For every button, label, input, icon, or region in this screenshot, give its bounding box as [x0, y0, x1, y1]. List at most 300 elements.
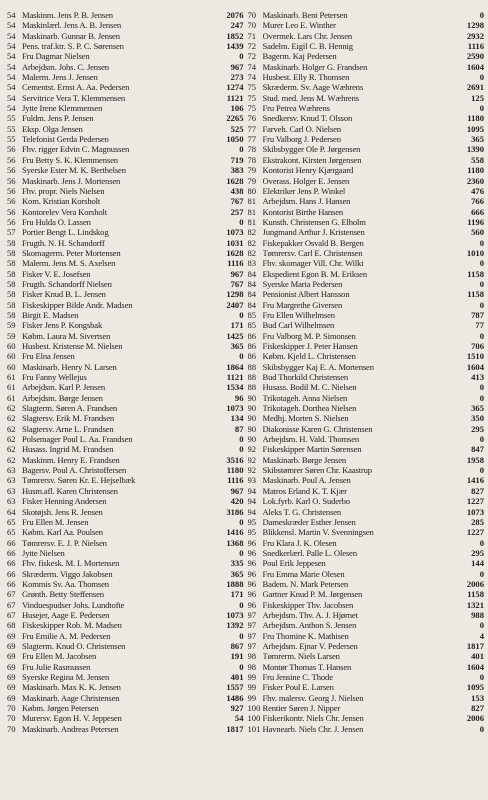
amount-value: 0: [239, 444, 244, 455]
amount-value: 0: [239, 547, 244, 558]
list-item: [7, 51, 244, 61]
amount-value: 1510: [466, 351, 484, 362]
amount-value: 1158: [467, 289, 484, 300]
list-item: [7, 641, 244, 651]
resident-name: Birgit E. Madsen: [22, 309, 79, 320]
list-item: [248, 258, 485, 268]
list-item: [7, 289, 244, 299]
resident-name: Fru Valborg J. Pedersen: [262, 134, 341, 145]
list-item: [7, 393, 244, 403]
resident-name: Husass. Bodil M. C. Nielsen: [262, 382, 357, 393]
resident-name: Arbejdsm. Anthon S. Jensen: [262, 620, 357, 631]
list-item: [7, 693, 244, 703]
amount-value: 1604: [466, 361, 484, 372]
house-number: 99: [247, 672, 257, 682]
list-item: [248, 517, 485, 527]
house-number: 69: [7, 661, 16, 672]
house-number: 86: [247, 341, 257, 351]
amount-value: 1321: [466, 599, 484, 610]
house-number: 90: [247, 403, 257, 414]
list-item: [7, 465, 244, 475]
list-item: [7, 124, 244, 134]
list-item: [7, 62, 244, 72]
list-item: [7, 320, 244, 330]
list-item: [7, 600, 244, 610]
list-item: [7, 496, 244, 506]
house-number: 88: [247, 361, 257, 372]
house-number: 69: [7, 640, 16, 651]
house-number: 96: [247, 547, 257, 558]
list-item: [7, 31, 244, 41]
amount-value: 3516: [226, 454, 244, 465]
amount-value: 0: [479, 620, 484, 631]
resident-name: Fru Petrea Wæhrens: [262, 103, 330, 114]
house-number: 72: [247, 51, 257, 62]
resident-name: Fiskerikontr. Niels Chr. Jensen: [262, 713, 364, 724]
resident-name: Fru Fanny Wellejus: [22, 372, 87, 383]
list-item: [248, 724, 485, 734]
resident-name: Maskinarb. Børge Jensen: [262, 454, 347, 465]
list-item: [248, 82, 485, 92]
resident-name: Fhv. skomager Vill. Chr. Wilki: [262, 258, 364, 269]
house-number: 56: [7, 206, 16, 217]
house-number: 61: [7, 382, 16, 393]
amount-value: 438: [230, 185, 244, 196]
list-item: [7, 103, 244, 113]
house-number: 63: [7, 485, 16, 496]
house-number: 85: [247, 320, 257, 331]
amount-value: 0: [479, 330, 484, 341]
list-item: [248, 548, 485, 558]
list-item: [7, 279, 244, 289]
amount-value: 1227: [466, 496, 484, 507]
house-number: 55: [7, 123, 16, 134]
resident-name: Husejer, Aage E. Pedersen: [22, 609, 110, 620]
list-item: [248, 279, 485, 289]
list-item: [7, 517, 244, 527]
list-item: [7, 227, 244, 237]
list-item: [248, 72, 485, 82]
resident-name: Fru Hulda O. Lassen: [22, 216, 91, 227]
house-number: 66: [7, 547, 16, 558]
house-number: 79: [247, 175, 257, 186]
list-item: [7, 196, 244, 206]
list-item: [248, 641, 485, 651]
house-number: 77: [247, 123, 257, 134]
list-item: [7, 217, 244, 227]
list-item: [7, 424, 244, 434]
house-number: 58: [7, 299, 16, 310]
house-number: 71: [247, 30, 257, 41]
list-item: [7, 434, 244, 444]
house-number: 58: [7, 289, 16, 300]
amount-value: 2076: [226, 10, 244, 20]
house-number: 90: [247, 413, 257, 424]
resident-name: Syerske Maria Pedersen: [262, 278, 343, 289]
house-number: 81: [247, 216, 257, 227]
amount-value: 1031: [226, 237, 244, 248]
resident-name: Fuldm. Jens P. Jensen: [22, 113, 94, 124]
resident-name: Malerm. Jens M. S. Axelsen: [22, 258, 116, 269]
list-item: [248, 382, 485, 392]
list-item: [248, 610, 485, 620]
amount-value: 927: [230, 703, 244, 714]
list-item: [7, 413, 244, 423]
amount-value: 0: [479, 299, 484, 310]
amount-value: 0: [479, 392, 484, 403]
amount-value: 365: [471, 403, 484, 414]
resident-name: Maskinarb. Henry N. Larsen: [22, 361, 117, 372]
amount-value: 0: [479, 72, 484, 83]
house-number: 56: [7, 185, 16, 196]
resident-name: Fisker Poul E. Larsen: [262, 682, 334, 693]
resident-name: Fru Emilie A. M. Pedersen: [22, 630, 111, 641]
house-number: 54: [7, 10, 16, 20]
house-number: 56: [7, 154, 16, 165]
resident-name: Grønth. Betty Steffensen: [22, 589, 104, 600]
amount-value: 0: [479, 382, 484, 393]
list-item: [7, 93, 244, 103]
list-item: [248, 600, 485, 610]
resident-name: Poul Erik Jeppesen: [262, 558, 326, 569]
amount-value: 1368: [226, 537, 244, 548]
house-number: 56: [7, 144, 16, 155]
resident-name: Købm. Jørgen Petersen: [22, 703, 99, 714]
house-number: 58: [7, 258, 16, 269]
list-item: [248, 486, 485, 496]
list-item: [248, 434, 485, 444]
house-number: 58: [7, 247, 16, 258]
list-item: [248, 651, 485, 661]
house-number: 62: [7, 423, 16, 434]
list-item: [7, 238, 244, 248]
list-item: [248, 238, 485, 248]
resident-name: Slagterm. Knud O. Christensen: [22, 640, 126, 651]
house-number: 96: [247, 558, 257, 569]
resident-name: Fru Klara J. K. Olesen: [262, 537, 337, 548]
resident-name: Fru Ellen M. Jensen: [22, 516, 89, 527]
list-item: [7, 527, 244, 537]
resident-name: Kontorist Henry Kjærgaard: [262, 165, 354, 176]
house-number: 66: [7, 568, 16, 579]
resident-name: Aleks T. G. Christensen: [262, 506, 342, 517]
house-number: 86: [247, 351, 257, 362]
amount-value: 0: [239, 309, 244, 320]
amount-value: 0: [479, 103, 484, 114]
amount-value: 2407: [226, 299, 244, 310]
house-number: 54: [7, 41, 16, 52]
amount-value: 767: [230, 196, 244, 207]
house-number: 66: [7, 537, 16, 548]
amount-value: 827: [471, 703, 484, 714]
list-item: [7, 341, 244, 351]
amount-value: 967: [230, 485, 244, 496]
house-number: 54: [7, 30, 16, 41]
house-number: 70: [7, 713, 16, 724]
house-number: 61: [7, 372, 16, 383]
resident-name: Fisker Knud B. L. Jensen: [22, 289, 106, 300]
amount-value: 1390: [466, 144, 484, 155]
amount-value: 2265: [226, 113, 244, 124]
house-number: 74: [247, 61, 257, 72]
list-item: [7, 713, 244, 723]
house-number: 55: [7, 113, 16, 124]
house-number: 70: [7, 723, 16, 734]
list-item: [248, 589, 485, 599]
amount-value: 787: [471, 309, 484, 320]
amount-value: 1557: [226, 682, 244, 693]
resident-name: Husass. Ingrid M. Frandsen: [22, 444, 114, 455]
house-number: 54: [7, 92, 16, 103]
list-item: [248, 269, 485, 279]
amount-value: 144: [471, 558, 484, 569]
amount-value: 0: [239, 144, 244, 155]
resident-name: Montør Thomas T. Hansen: [262, 661, 352, 672]
house-number: 84: [247, 278, 257, 289]
resident-name: Gartner Knud P. M. Jørgensen: [262, 589, 363, 600]
house-number: 81: [247, 196, 257, 207]
list-item: [248, 620, 485, 630]
amount-value: 4: [479, 630, 484, 641]
resident-name: Telefonist Gerda Pedersen: [22, 134, 109, 145]
house-number: 99: [247, 682, 257, 693]
amount-value: 96: [234, 392, 244, 403]
resident-name: Trikotageh. Dorthea Nielsen: [262, 403, 357, 414]
amount-value: 365: [230, 341, 244, 351]
house-number: 96: [247, 599, 257, 610]
resident-name: Tømrersv. Carl E. Christensen: [262, 247, 363, 258]
resident-name: Pens. traf.ktr. S. P. C. Sørensen: [22, 41, 124, 52]
list-item: [248, 351, 485, 361]
house-number: 58: [7, 309, 16, 320]
resident-name: Murersv. Egon H. V. Jeppesen: [22, 713, 122, 724]
house-number: 90: [247, 434, 257, 445]
list-item: [7, 548, 244, 558]
list-item: [7, 662, 244, 672]
resident-name: Polsemager Poul L. Aa. Frandsen: [22, 434, 133, 445]
house-number: 54: [7, 20, 16, 31]
house-number: 86: [247, 330, 257, 341]
list-item: [248, 475, 485, 485]
amount-value: 1158: [467, 268, 484, 279]
amount-value: 247: [230, 20, 244, 31]
list-item: [7, 682, 244, 692]
resident-name: Maskinarb. Andreas Petersen: [22, 723, 119, 734]
resident-name: Husbest. Kristense M. Nielsen: [22, 341, 123, 351]
amount-value: 0: [479, 434, 484, 445]
resident-name: Fhv. malersv. Georg J. Nielsen: [262, 692, 364, 703]
list-item: [248, 527, 485, 537]
house-number: 81: [247, 206, 257, 217]
list-item: [248, 51, 485, 61]
amount-value: 87: [234, 423, 244, 434]
amount-value: 1180: [467, 113, 484, 124]
house-number: 69: [7, 682, 16, 693]
list-item: [7, 134, 244, 144]
amount-value: 0: [479, 672, 484, 682]
house-number: 68: [7, 620, 16, 631]
resident-name: Fiskeskipper Martin Sørensen: [262, 444, 362, 455]
resident-name: Maskinarb. Jens J. Mortensen: [22, 175, 121, 186]
resident-name: Maskinarb. Max K. K. Jensen: [22, 682, 121, 693]
list-item: [248, 331, 485, 341]
house-number: 72: [247, 41, 257, 52]
amount-value: 1958: [466, 454, 484, 465]
resident-name: Ekstrakont. Kirsten Jørgensen: [262, 154, 362, 165]
list-item: [7, 20, 244, 30]
amount-value: 401: [230, 672, 244, 682]
list-item: [7, 579, 244, 589]
list-item: [7, 248, 244, 258]
amount-value: 1073: [466, 506, 484, 517]
amount-value: 827: [471, 485, 484, 496]
amount-value: 191: [230, 651, 244, 662]
amount-value: 3186: [226, 506, 244, 517]
amount-value: 1392: [226, 620, 244, 631]
amount-value: 1425: [226, 330, 244, 341]
house-number: 63: [7, 465, 16, 476]
amount-value: 706: [471, 341, 484, 351]
amount-value: 1888: [226, 578, 244, 589]
list-item: [248, 134, 485, 144]
house-number: 69: [7, 692, 16, 703]
amount-value: 1121: [226, 372, 244, 383]
amount-value: 0: [479, 278, 484, 289]
list-item: [248, 176, 485, 186]
list-item: [7, 72, 244, 82]
amount-value: 54: [234, 713, 244, 724]
amount-value: 0: [479, 568, 484, 579]
list-item: [7, 589, 244, 599]
resident-name: Jungmand Arthur J. Kristensen: [262, 227, 365, 238]
list-item: [248, 41, 485, 51]
resident-name: Fru Emma Marie Olesen: [262, 568, 345, 579]
house-number: 70: [247, 20, 257, 31]
house-number: 74: [247, 72, 257, 83]
list-item: [7, 310, 244, 320]
resident-name: Pensionist Albert Hansson: [262, 289, 350, 300]
amount-value: 967: [230, 61, 244, 72]
amount-value: 1073: [226, 609, 244, 620]
list-item: [7, 300, 244, 310]
house-number: 92: [247, 454, 257, 465]
resident-name: Stud. med. Jens M. Wæhrens: [262, 92, 359, 103]
amount-value: 1095: [466, 123, 484, 134]
resident-name: Frugth. Schandorff Nielsen: [22, 278, 112, 289]
house-number: 67: [7, 589, 16, 600]
list-item: [7, 165, 244, 175]
list-item: [248, 155, 485, 165]
house-number: 95: [247, 527, 257, 538]
list-item: [248, 372, 485, 382]
amount-value: 1817: [466, 640, 484, 651]
resident-name: Fisker Jens P. Kongsbak: [22, 320, 103, 331]
house-number: 77: [247, 134, 257, 145]
house-number: 98: [247, 651, 257, 662]
house-number: 62: [7, 413, 16, 424]
list-item: [7, 144, 244, 154]
house-number: 75: [247, 82, 257, 93]
amount-value: 171: [230, 320, 244, 331]
house-number: 62: [7, 434, 16, 445]
list-item: [7, 258, 244, 268]
list-item: [7, 41, 244, 51]
house-number: 83: [247, 258, 257, 269]
house-number: 56: [7, 216, 16, 227]
house-number: 69: [7, 630, 16, 641]
house-number: 96: [247, 537, 257, 548]
resident-name: Murer Leo E. Winther: [262, 20, 336, 31]
resident-name: Maskinarb. Gunnar B. Jensen: [22, 30, 120, 41]
amount-value: 295: [471, 547, 484, 558]
resident-name: Kunsth. Christensen G. Elholm: [262, 216, 366, 227]
resident-name: Matros Erland K. T. Kjær: [262, 485, 347, 496]
amount-value: 1180: [226, 465, 244, 476]
amount-value: 2006: [466, 713, 484, 724]
list-item: [7, 507, 244, 517]
list-item: [7, 331, 244, 341]
house-number: 100: [247, 703, 261, 714]
resident-name: Skotøjsh. Jens R. Jensen: [22, 506, 103, 517]
amount-value: 2691: [466, 82, 484, 93]
list-item: [248, 93, 485, 103]
house-number: 69: [7, 651, 16, 662]
list-item: [248, 227, 485, 237]
amount-value: 867: [230, 640, 244, 651]
amount-value: 2360: [466, 175, 484, 186]
resident-name: Maskinarb. Aage Christensen: [22, 692, 120, 703]
house-number: 94: [247, 506, 257, 517]
amount-value: 0: [479, 465, 484, 476]
resident-name: Sadelm. Eigil C. B. Hennig: [262, 41, 353, 52]
house-number: 66: [7, 558, 16, 569]
resident-name: Fru Thomine K. Mathisen: [262, 630, 349, 641]
list-item: [248, 165, 485, 175]
list-item: [248, 20, 485, 30]
list-item: [248, 186, 485, 196]
list-item: [248, 62, 485, 72]
amount-value: 383: [230, 165, 244, 176]
resident-name: Husbest. Elly R. Thomsen: [262, 72, 350, 83]
list-item: [7, 455, 244, 465]
house-number: 56: [7, 165, 16, 176]
house-number: 56: [7, 196, 16, 207]
amount-value: 2932: [466, 30, 484, 41]
house-number: 61: [7, 392, 16, 403]
house-number: 94: [247, 485, 257, 496]
resident-name: Tømrerm. Niels Larsen: [262, 651, 340, 662]
amount-value: 1416: [226, 527, 244, 538]
amount-value: 2590: [466, 51, 484, 62]
list-item: [248, 403, 485, 413]
list-item: [248, 631, 485, 641]
amount-value: 558: [471, 154, 484, 165]
list-item: [7, 569, 244, 579]
list-item: [248, 196, 485, 206]
resident-name: Rentier Søren J. Nipper: [262, 703, 341, 714]
resident-name: Vinduespudser Johs. Lundtofte: [22, 599, 125, 610]
resident-name: Maskinm. Jens P. B. Jensen: [22, 10, 113, 20]
list-item: [248, 682, 485, 692]
amount-value: 0: [239, 516, 244, 527]
list-item: [248, 31, 485, 41]
list-item: [7, 724, 244, 734]
amount-value: 560: [471, 227, 484, 238]
resident-name: Bagerm. Kaj Pedersen: [262, 51, 337, 62]
list-item: [248, 217, 485, 227]
house-number: 101: [247, 723, 261, 734]
resident-name: Slagtersv. Arne L. Frandsen: [22, 423, 114, 434]
